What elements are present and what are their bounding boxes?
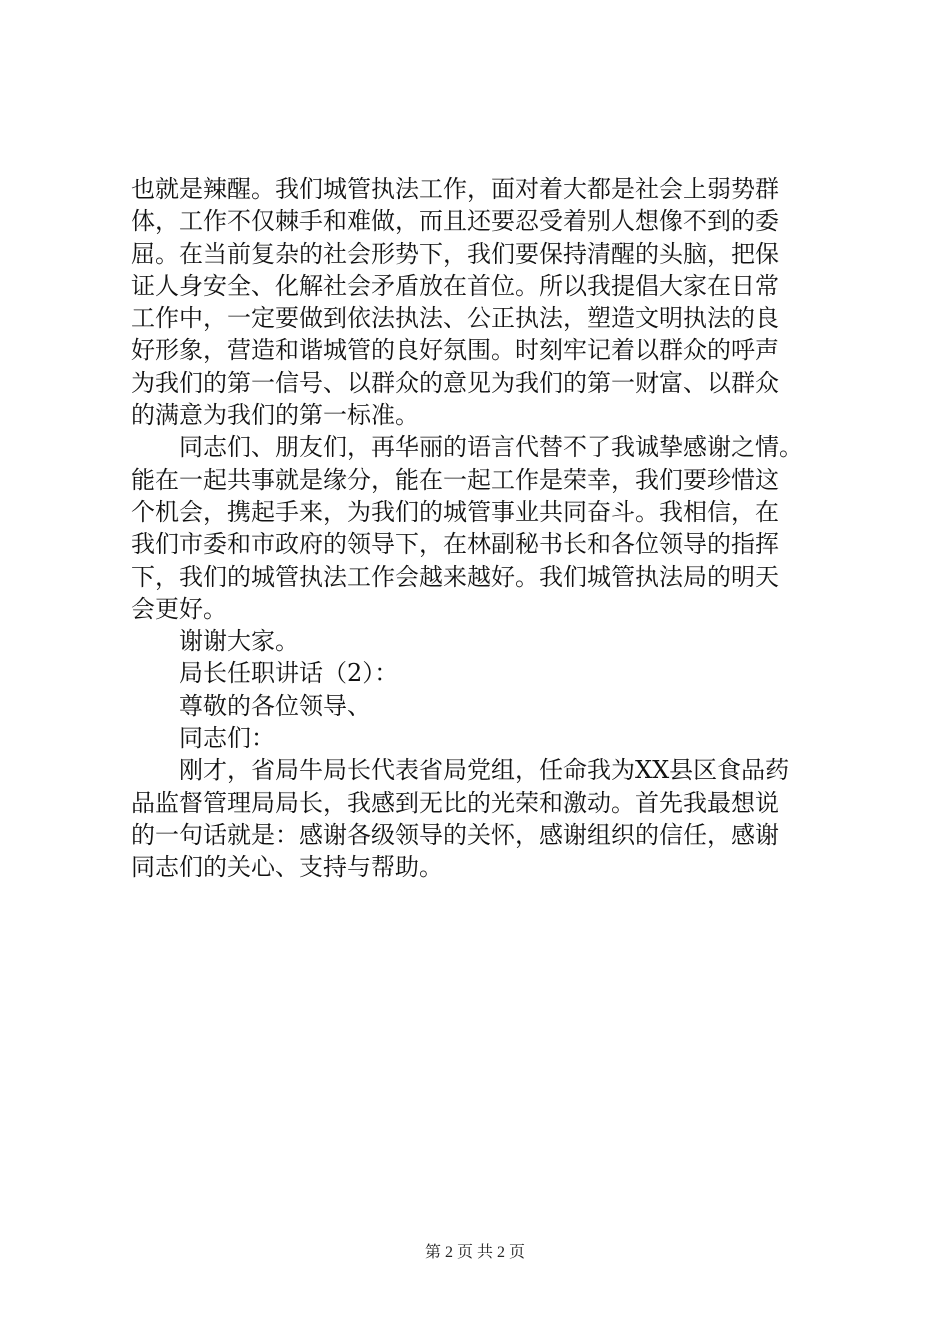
text-line: 屈。在当前复杂的社会形势下，我们要保持清醒的头脑，把保 <box>131 239 779 268</box>
page-footer: 第 2 页 共 2 页 <box>424 1244 525 1261</box>
text-line: 尊敬的各位领导、 <box>179 691 371 720</box>
text-line: 体，工作不仅棘手和难做，而且还要忍受着别人想像不到的委 <box>131 207 779 236</box>
text-line: 也就是辣醒。我们城管执法工作，面对着大都是社会上弱势群 <box>131 175 779 203</box>
text-line: 品监督管理局局长，我感到无比的光荣和激动。首先我最想说 <box>131 788 779 817</box>
text-line: 会更好。 <box>131 594 227 623</box>
text-line: 同志们、朋友们，再华丽的语言代替不了我诚挚感谢之情。 <box>179 433 803 462</box>
text-line: 为我们的第一信号、以群众的意见为我们的第一财富、以群众 <box>131 368 779 397</box>
text-line: 个机会，携起手来，为我们的城管事业共同奋斗。我相信，在 <box>131 497 779 526</box>
text-line: 工作中，一定要做到依法执法、公正执法，塑造文明执法的良 <box>131 304 779 333</box>
text-line: 我们市委和市政府的领导下，在林副秘书长和各位领导的指挥 <box>131 530 779 559</box>
text-line: 能在一起共事就是缘分，能在一起工作是荣幸，我们要珍惜这 <box>131 465 779 494</box>
text-line: 局长任职讲话（2）： <box>179 659 399 688</box>
text-line: 好形象，营造和谐城管的良好氛围。时刻牢记着以群众的呼声 <box>131 336 779 365</box>
text-line: 证人身安全、化解社会矛盾放在首位。所以我提倡大家在日常 <box>131 271 779 300</box>
text-line: 同志们的关心、支持与帮助。 <box>131 853 443 882</box>
document-body <box>131 173 831 884</box>
text-line: 下，我们的城管执法工作会越来越好。我们城管执法局的明天 <box>131 562 779 591</box>
text-line: 刚才，省局牛局长代表省局党组，任命我为XX县区食品药 <box>179 756 790 785</box>
text-line: 谢谢大家。 <box>179 627 299 656</box>
text-line: 同志们： <box>179 724 275 753</box>
text-line: 的一句话就是：感谢各级领导的关怀，感谢组织的信任，感谢 <box>131 820 779 849</box>
text-line: 的满意为我们的第一标准。 <box>131 401 419 430</box>
